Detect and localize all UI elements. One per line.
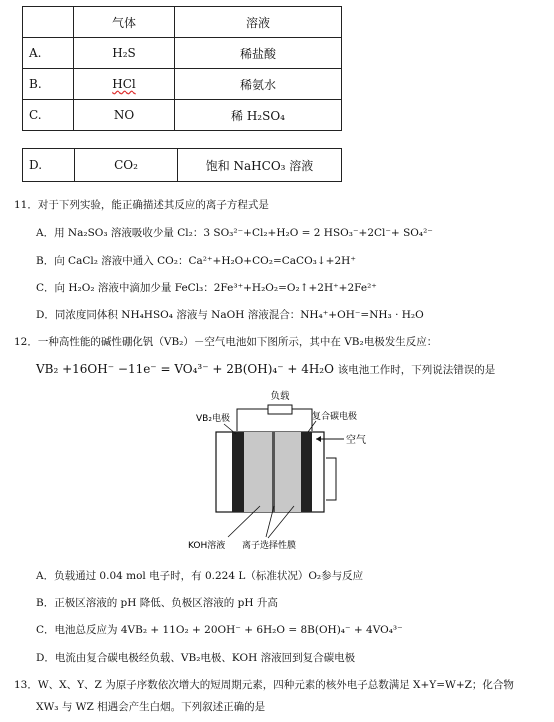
row-gas: H₂S <box>74 38 175 69</box>
q11-option-b: B．向 CaCl₂ 溶液中通入 CO₂：Ca²⁺+H₂O+CO₂=CaCO₃↓+2H⁺ <box>36 255 356 267</box>
table-row <box>23 100 342 131</box>
label-carbon-electrode: 复合碳电极 <box>312 412 358 422</box>
row-solution: 稀氨水 <box>175 69 342 100</box>
carbon-electrode <box>301 432 312 512</box>
load-box <box>268 405 292 414</box>
q12-stem: 12．一种高性能的碱性硼化钒（VB₂）－空气电池如下图所示，其中在 VB₂电极发生反应： <box>14 336 438 348</box>
row-solution: 稀盐酸 <box>175 38 342 69</box>
q12-option-a: A．负载通过 0.04 mol 电子时，有 0.224 L（标准状况）O₂参与反应 <box>36 570 364 582</box>
table-row <box>23 38 342 69</box>
label-koh: KOH溶液 <box>188 541 226 551</box>
row-gas <box>74 69 175 100</box>
q12-option-c: C．电池总反应为 4VB₂ + 11O₂ + 20OH⁻ + 6H₂O = 8B(OH)₄⁻ + 4VO₄³⁻ <box>36 624 403 636</box>
q11-option-d: D．同浓度同体积 NH₄HSO₄ 溶液与 NaOH 溶液混合：NH₄⁺+OH⁻=NH₃ · H₂O <box>36 309 424 321</box>
row-label: A. <box>23 38 74 69</box>
q12-equation: VB₂ +16OH⁻ −11e⁻ = VO₄³⁻ + 2B(OH)₄⁻ + 4H₂O <box>36 362 334 376</box>
row-label: B. <box>23 69 74 100</box>
q11-option-a: A．用 Na₂SO₃ 溶液吸收少量 Cl₂：3 SO₃²⁻+Cl₂+H₂O = 2 HSO₃⁻+2Cl⁻+ SO₄²⁻ <box>36 227 433 239</box>
q11-stem: 11．对于下列实验，能正确描述其反应的离子方程式是 <box>14 199 269 211</box>
q10-table-d <box>22 148 342 182</box>
air-channel <box>326 458 336 500</box>
table-row <box>23 69 342 100</box>
vb2-electrode <box>232 432 244 512</box>
koh-solution-region <box>244 432 272 512</box>
ion-membrane <box>272 432 275 512</box>
solution-region-right <box>275 432 301 512</box>
battery-diagram <box>176 388 376 556</box>
q12-option-b: B．正极区溶液的 pH 降低、负极区溶液的 pH 升高 <box>36 597 278 609</box>
row-label: D. <box>23 149 75 182</box>
row-gas: CO₂ <box>75 149 178 182</box>
table-cell <box>23 7 74 38</box>
header-gas: 气体 <box>74 7 175 38</box>
q13-stem-line2: XW₃ 与 WZ 相遇会产生白烟。下列叙述正确的是 <box>36 701 266 713</box>
table-header-row <box>23 7 342 38</box>
row-gas: NO <box>74 100 175 131</box>
q12-equation-line <box>36 362 495 377</box>
row-solution: 饱和 NaHCO₃ 溶液 <box>178 149 342 182</box>
row-label: C. <box>23 100 74 131</box>
header-solution: 溶液 <box>175 7 342 38</box>
table-row <box>23 149 342 182</box>
q10-table <box>22 6 342 131</box>
wire-left <box>237 409 268 431</box>
label-load: 负载 <box>270 391 290 402</box>
q12-equation-tail: 该电池工作时，下列说法错误的是 <box>337 364 496 376</box>
row-solution: 稀 H₂SO₄ <box>175 100 342 131</box>
label-air: 空气 <box>346 435 366 446</box>
q11-option-c: C．向 H₂O₂ 溶液中滴加少量 FeCl₃：2Fe³⁺+H₂O₂=O₂↑+2H⁺+2Fe²⁺ <box>36 282 377 294</box>
q12-option-d: D．电流由复合碳电极经负载、VB₂电极、KOH 溶液回到复合碳电极 <box>36 652 356 664</box>
q13-stem-line1: 13．W、X、Y、Z 为原子序数依次增大的短周期元素，四种元素的核外电子总数满足 X+Y=W+Z；化合物 <box>14 679 514 691</box>
row-gas-text: HCl <box>112 77 136 91</box>
label-vb2-electrode: VB₂电极 <box>196 414 230 424</box>
label-membrane: 离子选择性膜 <box>242 541 297 551</box>
wire-right <box>292 409 312 431</box>
